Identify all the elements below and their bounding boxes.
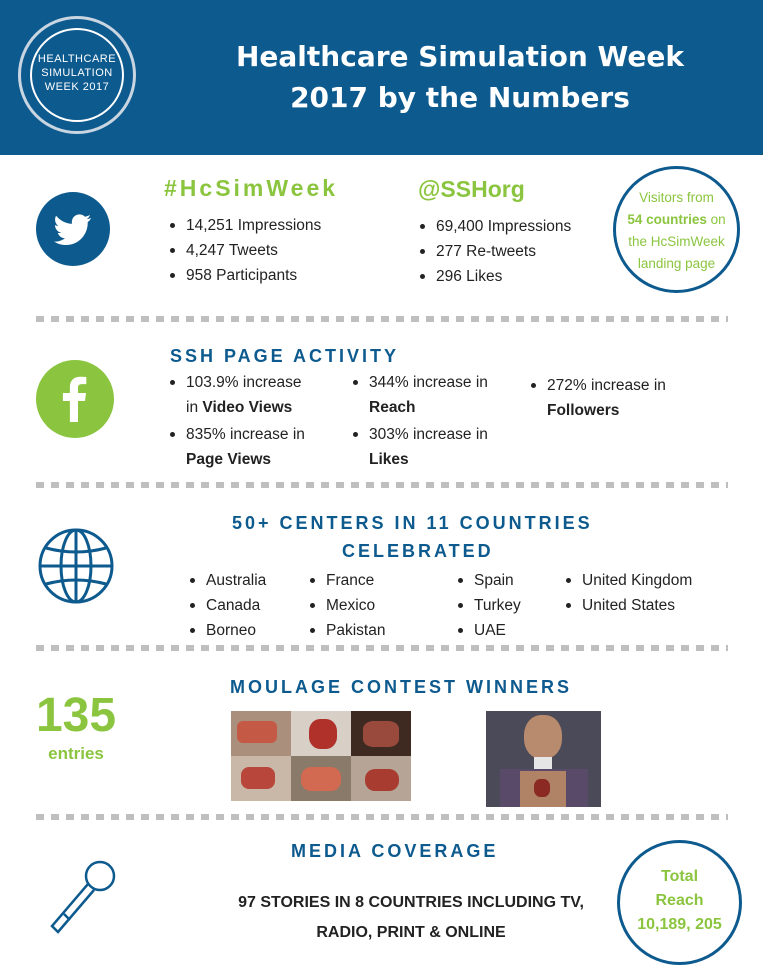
- title-line-1: Healthcare Simulation Week: [235, 40, 685, 73]
- section-divider: [36, 645, 728, 651]
- logo-line-3: WEEK 2017: [44, 81, 110, 93]
- fb-stat-video-views: [170, 370, 301, 420]
- fb-stat-label: Reach: [369, 399, 416, 416]
- list-item: France: [308, 568, 385, 593]
- fb-stat-label: Followers: [547, 402, 620, 419]
- reach-line-1: Total: [660, 868, 699, 885]
- hashtag-heading: #HcSimWeek: [164, 175, 339, 201]
- countries-col-3: [456, 568, 521, 643]
- globe-icon: [36, 526, 116, 606]
- reach-line-2: Reach: [655, 892, 704, 909]
- microphone-badge: [42, 856, 122, 938]
- fb-stat-likes: [353, 422, 488, 472]
- list-item: Borneo: [188, 618, 266, 643]
- visitors-line-1: Visitors from: [639, 190, 714, 205]
- handle-stats-list: [418, 214, 571, 289]
- visitors-line-2: [613, 209, 740, 231]
- list-item: 277 Re-tweets: [418, 239, 571, 264]
- logo-line-2: SIMULATION: [41, 67, 113, 79]
- fb-stat-label: Page Views: [186, 451, 272, 468]
- logo-line-1: HEALTHCARE: [37, 53, 117, 65]
- fb-stat-text: 835% increase in: [186, 426, 305, 443]
- visitors-country-count: 54 countries: [627, 212, 707, 227]
- fb-stat-label: Video Views: [202, 399, 293, 416]
- facebook-badge: [36, 360, 114, 438]
- centers-heading-line-2: CELEBRATED: [342, 541, 494, 561]
- fb-stat-text: 303% increase in: [369, 426, 488, 443]
- fb-heading: SSH PAGE ACTIVITY: [170, 346, 400, 366]
- list-item: 14,251 Impressions: [168, 213, 321, 238]
- list-item: 4,247 Tweets: [168, 238, 321, 263]
- list-item: Canada: [188, 593, 266, 618]
- visitors-line-3: the HcSimWeek: [628, 234, 725, 249]
- list-item: United Kingdom: [564, 568, 692, 593]
- media-summary: [214, 888, 608, 948]
- media-line-2: RADIO, PRINT & ONLINE: [316, 924, 506, 941]
- list-item: 296 Likes: [418, 264, 571, 289]
- visitors-text: [613, 187, 740, 275]
- list-item: Spain: [456, 568, 521, 593]
- title-line-2: 2017 by the Numbers: [290, 81, 630, 114]
- moulage-collage-photo: [231, 711, 411, 801]
- fb-stat-text: 103.9% increase: [186, 374, 302, 391]
- fb-stat-text: 344% increase in: [369, 374, 488, 391]
- fb-stat-in: in: [186, 399, 199, 416]
- twitter-bird-icon: [36, 192, 110, 266]
- section-divider: [36, 482, 728, 488]
- page-title: [175, 36, 745, 118]
- countries-col-2: [308, 568, 385, 643]
- list-item: Pakistan: [308, 618, 385, 643]
- fb-stat-reach: [353, 370, 488, 420]
- list-item: Mexico: [308, 593, 385, 618]
- list-item: Australia: [188, 568, 266, 593]
- facebook-icon: [36, 360, 114, 438]
- moulage-heading: MOULAGE CONTEST WINNERS: [230, 677, 572, 697]
- list-item: 69,400 Impressions: [418, 214, 571, 239]
- fb-stat-page-views: [170, 422, 305, 472]
- countries-col-1: [188, 568, 266, 643]
- reach-value: 10,189, 205: [637, 916, 722, 933]
- centers-heading-line-1: 50+ CENTERS IN 11 COUNTRIES: [232, 513, 593, 533]
- entries-label: entries: [48, 744, 104, 763]
- fb-stat-label: Likes: [369, 451, 409, 468]
- handle-heading: @SSHorg: [418, 176, 525, 202]
- countries-col-4: [564, 568, 692, 618]
- list-item: 958 Participants: [168, 263, 321, 288]
- fb-stat-followers: [531, 373, 666, 423]
- hashtag-stats-list: [168, 213, 321, 288]
- microphone-icon: [42, 856, 122, 938]
- fb-stat-line: [186, 395, 301, 420]
- entries-count: 135: [35, 689, 117, 742]
- media-heading: MEDIA COVERAGE: [291, 841, 499, 861]
- section-divider: [36, 316, 728, 322]
- section-divider: [36, 814, 728, 820]
- list-item: UAE: [456, 618, 521, 643]
- fb-stat-text: 272% increase in: [547, 377, 666, 394]
- globe-badge: [36, 526, 116, 606]
- media-line-1: 97 STORIES IN 8 COUNTRIES INCLUDING TV,: [238, 894, 584, 911]
- reach-text: [617, 865, 742, 937]
- visitors-line-4: landing page: [637, 256, 716, 271]
- twitter-badge: [36, 192, 110, 266]
- list-item: Turkey: [456, 593, 521, 618]
- moulage-winner-photo: [486, 711, 601, 807]
- list-item: United States: [564, 593, 692, 618]
- visitors-on: on: [710, 212, 726, 227]
- logo-text: [30, 52, 124, 94]
